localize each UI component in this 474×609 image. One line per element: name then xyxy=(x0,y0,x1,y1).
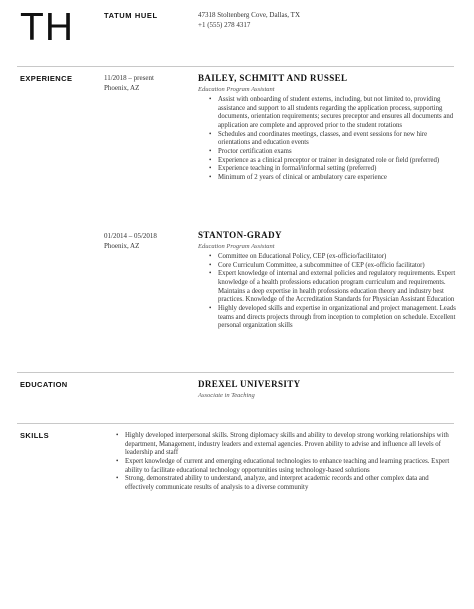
job-location: Phoenix, AZ xyxy=(104,84,140,92)
section-title-education: EDUCATION xyxy=(20,380,68,389)
job-dates: 01/2014 – 05/2018 xyxy=(104,232,157,240)
section-divider xyxy=(17,66,454,67)
contact-block xyxy=(198,10,300,30)
bullet-item: • Proctor certification exams xyxy=(218,148,455,157)
bullet-item: • Highly developed skills and expertise in organizational and project management. Leads teams and directs projects through from inception to completion on schedule. Excellent personal organization skills xyxy=(218,305,459,331)
section-divider xyxy=(17,423,454,424)
job-title: Education Program Assistant xyxy=(198,243,275,250)
skill-item: • Strong, demonstrated ability to understand, analyze, and interpret academic records and other complex data and effectively communicate results of analysis to a diverse community xyxy=(125,475,457,492)
skill-item: • Highly developed interpersonal skills. Strong diplomacy skills and ability to develop strong working relationships with department, Management, industry leaders and external agencies. Proven ability to advise and influence all levels of leadership and staff xyxy=(125,432,457,458)
bullet-item: • Experience as a clinical preceptor or trainer in designated role or field (preferred) xyxy=(218,157,455,166)
school-name: DREXEL UNIVERSITY xyxy=(198,379,301,389)
job-location: Phoenix, AZ xyxy=(104,242,140,250)
address: 47318 Stoltenberg Cove, Dallas, TX xyxy=(198,11,301,19)
job-bullets xyxy=(209,96,455,183)
phone: +1 (555) 278 4317 xyxy=(198,21,251,29)
job-dates-location xyxy=(104,231,157,251)
bullet-item: • Experience teaching in formal/informal setting (preferred) xyxy=(218,165,455,174)
section-divider xyxy=(17,372,454,373)
monogram: TH xyxy=(20,6,74,49)
section-title-experience: EXPERIENCE xyxy=(20,74,73,83)
job-dates-location xyxy=(104,73,154,93)
section-title-skills: SKILLS xyxy=(20,431,50,440)
company-name: STANTON-GRADY xyxy=(198,230,282,240)
company-name: BAILEY, SCHMITT AND RUSSEL xyxy=(198,73,348,83)
candidate-name: TATUM HUEL xyxy=(104,11,158,20)
bullet-item: • Expert knowledge of internal and external policies and regulatory requirements. Expert knowledge of a health professions education program curriculum and requirements. Maintains a deep expertise in health professions education theory and industry best practices. Knowledge of the Accreditation Standards for Physician Assistant Education xyxy=(218,270,459,305)
bullet-item: • Assist with onboarding of student externs, including, but not limited to, providing assistance and support to all students regarding the application process, supporting documents, orientation requirements; secures preceptor and ensures all documents and application are complete and approved prior to the student rotations xyxy=(218,96,455,131)
bullet-item: • Core Curriculum Committee, a subcommittee of CEP (ex-officio facilitator) xyxy=(218,262,459,271)
bullet-item: • Minimum of 2 years of clinical or ambulatory care experience xyxy=(218,174,455,183)
skills-list xyxy=(116,432,457,493)
job-title: Education Program Assistant xyxy=(198,86,275,93)
job-dates: 11/2018 – present xyxy=(104,74,154,82)
bullet-item: • Schedules and coordinates meetings, classes, and event sessions for new hire orientations and education events xyxy=(218,131,455,148)
degree: Associate in Teaching xyxy=(198,392,255,399)
job-bullets xyxy=(209,253,459,331)
skill-item: • Expert knowledge of current and emerging educational technologies to enhance teaching and learning practices. Expert ability to facilitate educational technology opportunities using technology-based solutions xyxy=(125,458,457,475)
bullet-item: • Committee on Educational Policy, CEP (ex-officio/facilitator) xyxy=(218,253,459,262)
